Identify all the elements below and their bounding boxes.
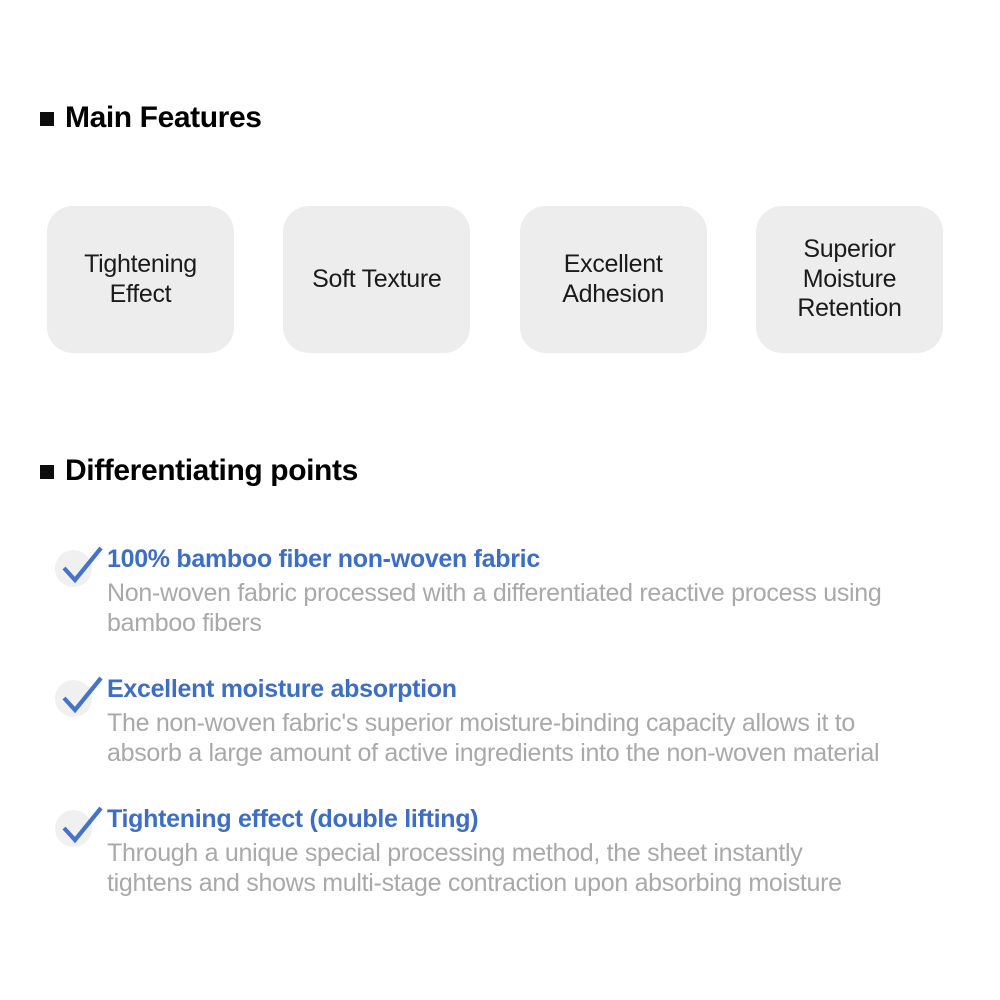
point-item-bamboo-fiber [55,543,985,638]
main-features-title: Main Features [65,101,262,134]
point-description [107,708,879,768]
feature-card-label: Soft Texture [312,264,442,293]
feature-card-label: Excellent Adhesion [562,250,665,308]
point-description [107,578,882,638]
feature-card-superior-moisture-retention [756,206,943,353]
feature-card-tightening-effect [47,206,234,353]
point-description-line: The non-woven fabric's superior moisture-binding capacity allows it to [107,709,856,737]
point-item-tightening-effect [55,803,985,898]
feature-card-excellent-adhesion [520,206,707,353]
point-description-line: absorb a large amount of active ingredients into the non-woven material [107,739,880,767]
point-item-moisture-absorption [55,673,985,768]
point-body [107,803,842,898]
feature-card-label: Superior Moisture Retention [797,235,902,323]
feature-card-label: Tightening Effect [84,250,197,308]
feature-card-soft-texture [283,206,470,353]
point-description-line: tightens and shows multi-stage contraction upon absorbing moisture [107,869,842,897]
checkmark-icon [55,673,107,768]
checkmark-glyph [58,542,104,586]
point-body [107,673,879,768]
square-bullet-icon [40,112,54,126]
point-heading: 100% bamboo fiber non-woven fabric [107,545,540,573]
point-description-line: Through a unique special processing method, the sheet instantly [107,839,803,867]
feature-cards-row [47,206,943,353]
point-description-line: bamboo fibers [107,609,262,637]
checkmark-icon [55,803,107,898]
checkmark-glyph [58,802,104,846]
point-heading: Tightening effect (double lifting) [107,805,479,833]
square-bullet-icon [40,465,54,479]
differentiating-points-title: Differentiating points [65,454,358,487]
point-body [107,543,882,638]
point-description [107,838,842,898]
main-features-header [40,101,262,135]
checkmark-glyph [58,672,104,716]
checkmark-icon [55,543,107,638]
differentiating-points-header [40,454,358,488]
point-description-line: Non-woven fabric processed with a differentiated reactive process using [107,579,882,607]
point-heading: Excellent moisture absorption [107,675,457,703]
